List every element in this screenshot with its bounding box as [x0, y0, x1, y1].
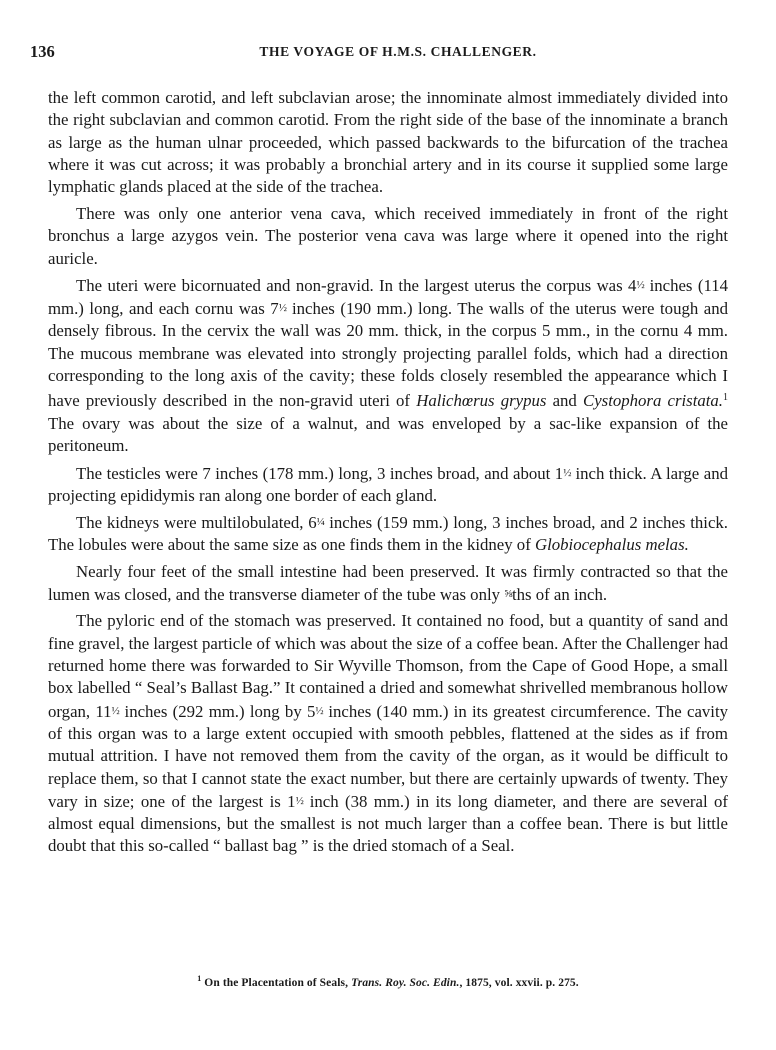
- paragraph-stomach: The pyloric end of the stomach was preserved. It contained no food, but a quantity of sand and fine gravel, the largest particle of which was about the size of a coffee bean. After the Challenger had returned home there was forwarded to Sir Wyville Thomson, from the Cape of Good Hope, a small box labelled “ Seal’s Ballast Bag.” It contained a dried and somewhat shrivelled membranous hollow organ, 11½ inches (292 mm.) long by 5½ inches (140 mm.) in its greatest circumference. The cavity of this organ was to a large extent occupied with smooth pebbles, flattened at the sides as if from mutual attrition. I have not removed them from the cavity of the organ, as it would be difficult to replace them, so that I cannot state the exact number, but there are certainly upwards of twenty. They vary in size; one of the largest is 1½ inch (38 mm.) in its long diameter, and there are several of almost equal dimensions, but the smallest is not much larger than a coffee bean. There is but little doubt that this so-called “ ballast bag ” is the dried stomach of a Seal.: [48, 611, 728, 856]
- footnote: $^1$ On the Placentation of Seals, Trans. Roy. Soc. Edin., 1875, vol. xxvii. p. 275.: [197, 974, 579, 989]
- page-header: [30, 42, 730, 66]
- body-text: [48, 87, 728, 862]
- page-number: 136: [30, 42, 55, 61]
- paragraph-uteri: The uteri were bicornuated and non-gravid. In the largest uterus the corpus was 4½ inches (114 mm.) long, and each cornu was 7½ inches (190 mm.) long. The walls of the uterus were tough and densely fibrous. In the cervix the wall was 20 mm. thick, in the corpus 5 mm., in the cornu 4 mm. The mucous membrane was elevated into strongly projecting parallel folds, which had a direction corresponding to the long axis of the cavity; these folds closely resembled the appearance which I have previously described in the non-gravid uteri of Halichœrus grypus and Cystophora cristata.$^1$ The ovary was about the size of a walnut, and was enveloped by a sac-like expansion of the peritoneum.: [48, 275, 728, 456]
- paragraph-intestine: Nearly four feet of the small intestine had been preserved. It was firmly contracted so that the lumen was closed, and the transverse diameter of the tube was only ⅝ths of an inch.: [48, 561, 728, 604]
- paragraph-kidneys: The kidneys were multilobulated, 6¼ inches (159 mm.) long, 3 inches broad, and 2 inches thick. The lobules were about the same size as one finds them in the kidney of Globiocephalus melas.: [48, 512, 728, 555]
- paragraph-carotid: the left common carotid, and left subclavian arose; the innominate almost immediately divided into the right subclavian and common carotid. From the right side of the base of the innominate a branch as large as the human ulnar proceeded, which passed backwards to the bifurcation of the trachea where it was cut across; it was probably a bronchial artery and in its course it supplied some large lymphatic glands placed at the side of the trachea.: [48, 88, 728, 197]
- running-title: THE VOYAGE OF H.M.S. CHALLENGER.: [259, 44, 537, 59]
- paragraph-testicles: The testicles were 7 inches (178 mm.) long, 3 inches broad, and about 1½ inch thick. A large and projecting epididymis ran along one border of each gland.: [48, 463, 728, 505]
- footnote-reference: 1: [723, 392, 728, 404]
- paragraph-vena-cava: There was only one anterior vena cava, which received immediately in front of the right bronchus a large azygos vein. The posterior vena cava was large where it opened into the right auricle.: [48, 203, 728, 268]
